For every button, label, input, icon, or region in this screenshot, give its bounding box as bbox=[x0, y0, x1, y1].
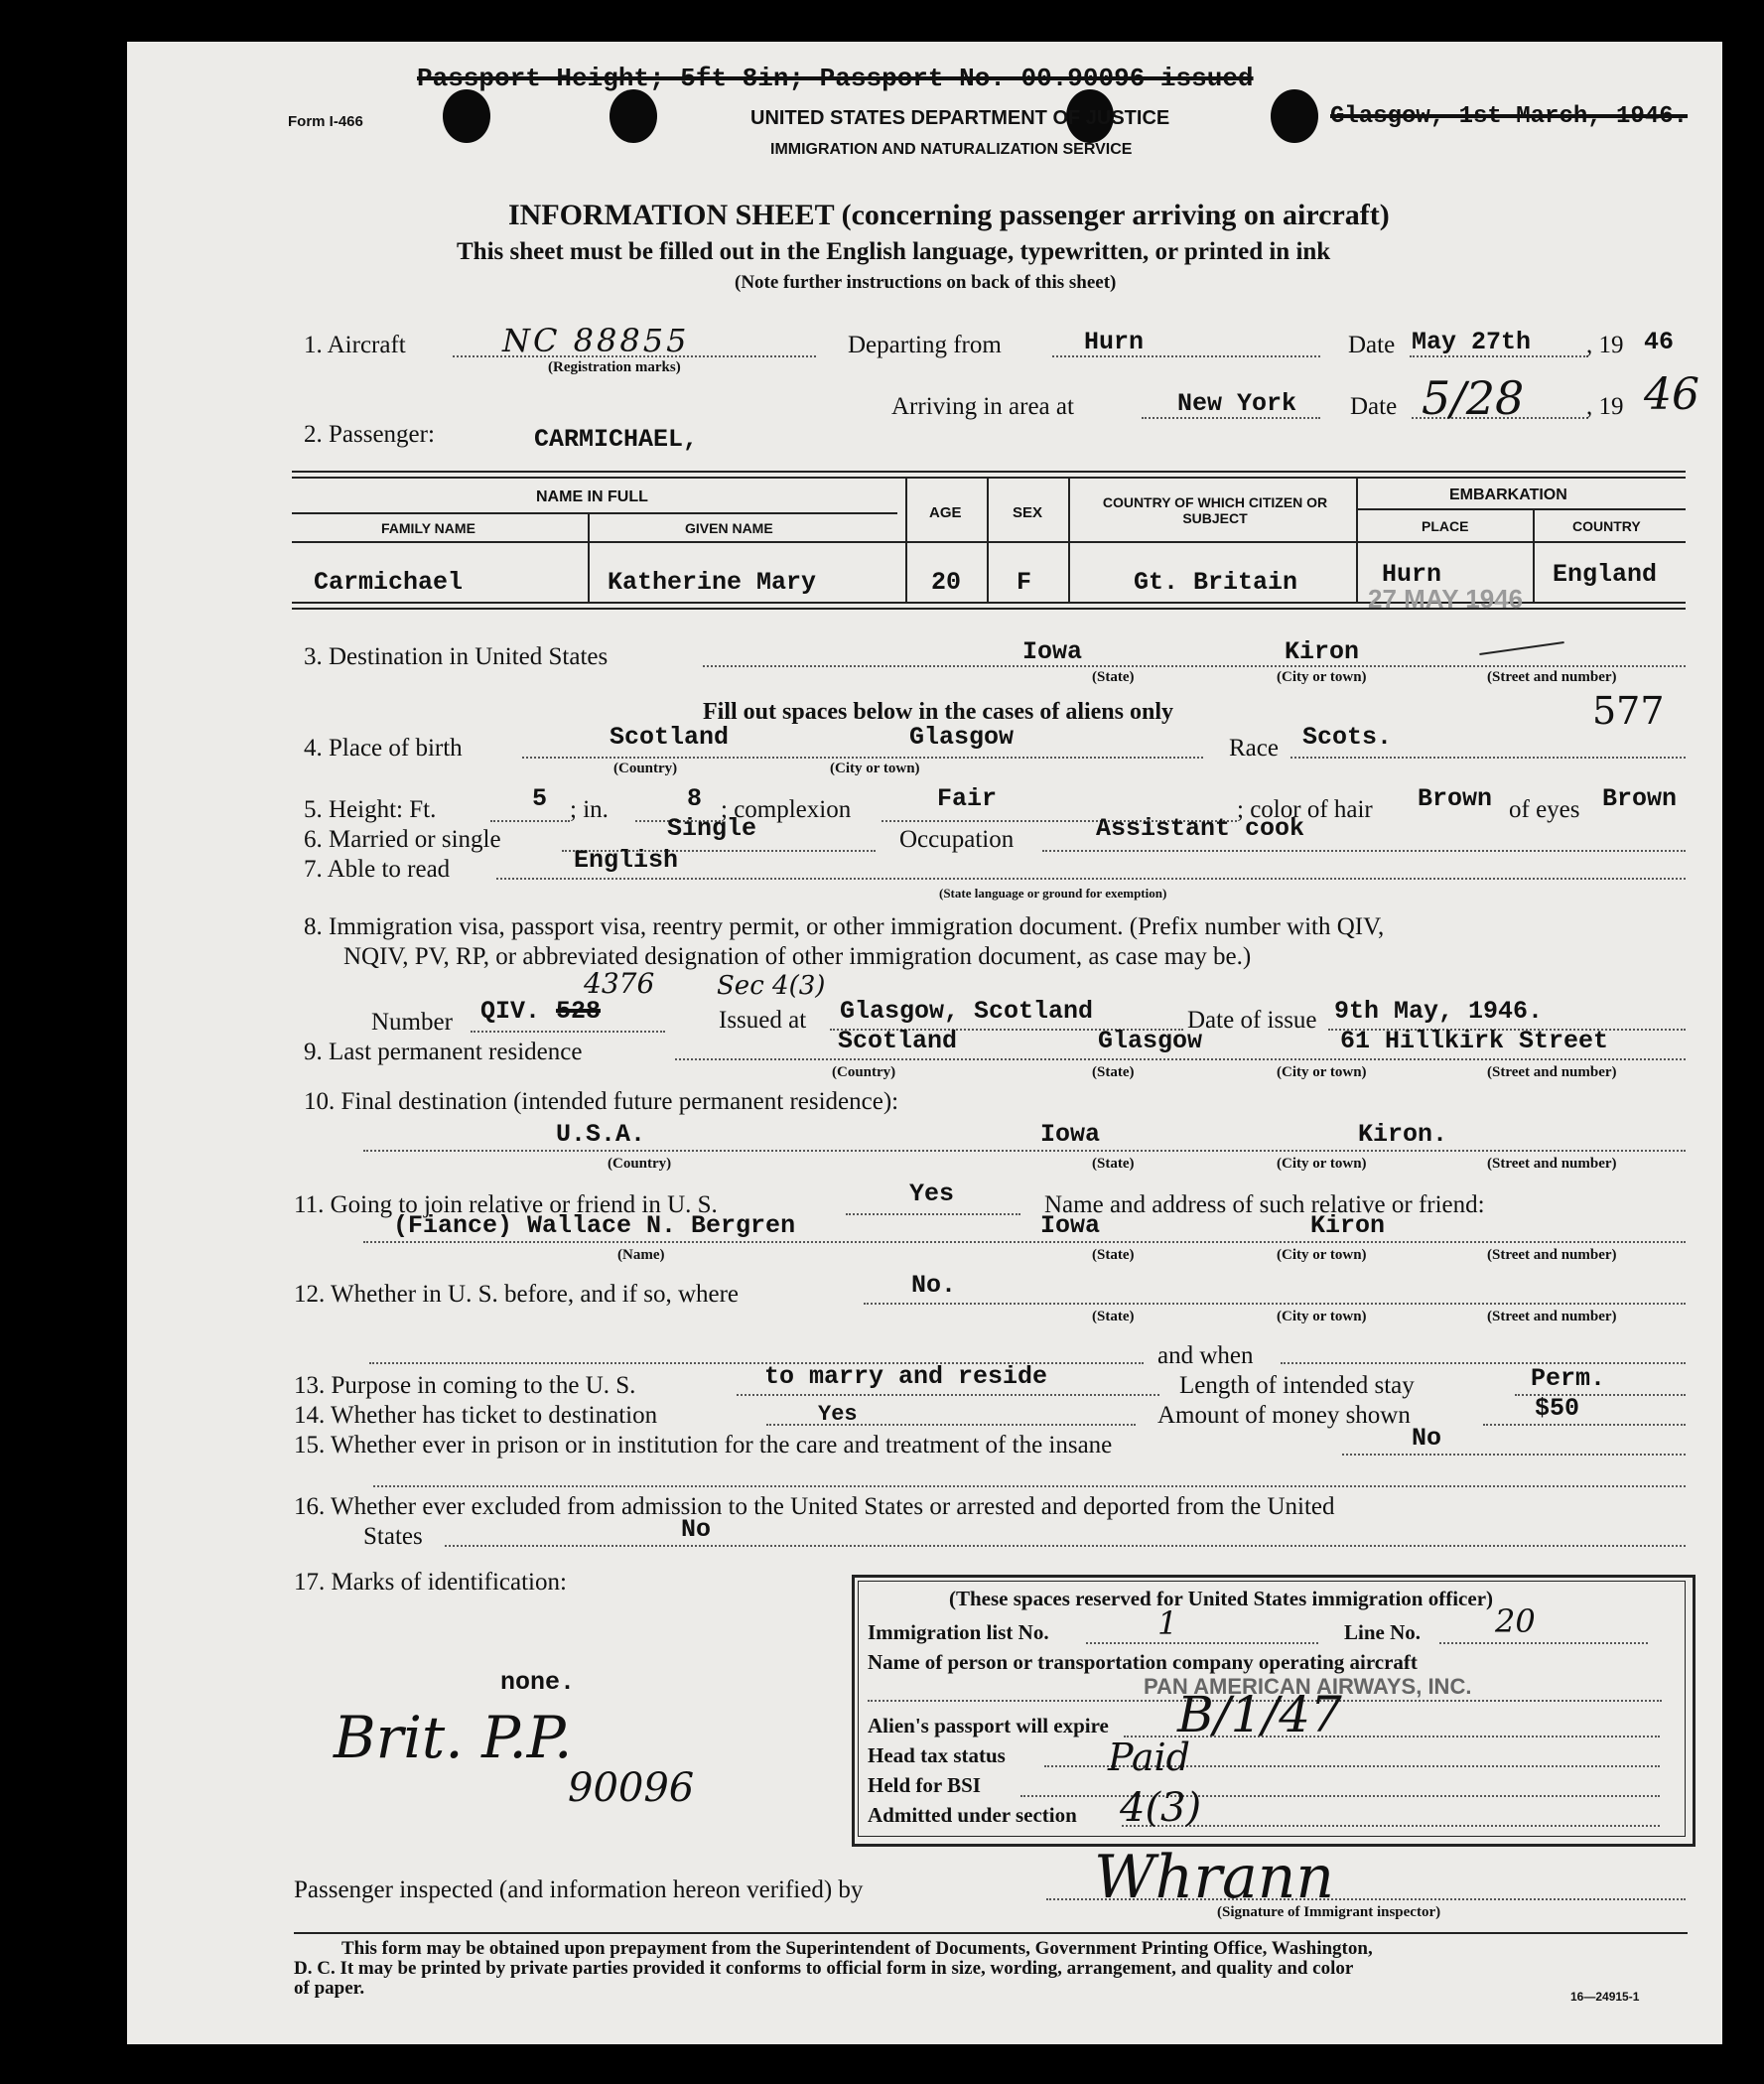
visa-number-prefix: QIV. bbox=[480, 997, 541, 1026]
footer-line2: D. C. It may be printed by private parties provided it conforms to official form in size, wording, arrangement, and quality and color bbox=[294, 1958, 1354, 1979]
date-label: Date bbox=[1348, 332, 1396, 358]
citizenship-header: COUNTRY OF WHICH CITIZEN OR SUBJECT bbox=[1102, 494, 1328, 526]
issue-date-value: 9th May, 1946. bbox=[1334, 997, 1544, 1026]
prison-label: 15. Whether ever in prison or in institution for the care and treatment of the insane bbox=[294, 1432, 1113, 1459]
company-label: Name of person or transportation company operating aircraft bbox=[868, 1650, 1418, 1674]
line-no-value: 20 bbox=[1495, 1602, 1536, 1640]
money-label: Amount of money shown bbox=[1157, 1402, 1411, 1429]
issue-date-label: Date of issue bbox=[1187, 1007, 1317, 1034]
destination-state: Iowa bbox=[1022, 637, 1083, 666]
caption-final-state: (State) bbox=[1092, 1156, 1135, 1172]
birth-city: Glasgow bbox=[909, 723, 1015, 752]
name-in-full-header: NAME IN FULL bbox=[536, 488, 648, 505]
visa-number-handwritten: 4376 bbox=[584, 967, 655, 1000]
embarkation-header: EMBARKATION bbox=[1449, 486, 1567, 503]
residence-label: 9. Last permanent residence bbox=[304, 1039, 583, 1065]
money-value: $50 bbox=[1535, 1394, 1580, 1423]
read-label: 7. Able to read bbox=[304, 856, 451, 883]
arriving-label: Arriving in area at bbox=[891, 393, 1074, 420]
identification-handwritten-2: 90096 bbox=[568, 1765, 695, 1811]
caption-relative-street: (Street and number) bbox=[1487, 1247, 1617, 1263]
marital-value: Single bbox=[667, 814, 757, 843]
admitted-value: 4(3) bbox=[1120, 1785, 1202, 1831]
head-tax-label: Head tax status bbox=[868, 1743, 1006, 1767]
birth-country: Scotland bbox=[610, 723, 730, 752]
date2-value: 5/28 bbox=[1422, 371, 1525, 425]
issued-at-label: Issued at bbox=[719, 1007, 807, 1034]
annotation-number: 577 bbox=[1592, 689, 1665, 733]
passenger-label: 2. Passenger: bbox=[304, 421, 435, 448]
struck-annotation: Passport Height; 5ft 8in; Passport No. 00.90096 issued bbox=[417, 64, 1254, 93]
punch-hole bbox=[443, 89, 490, 143]
passport-expire-label: Alien's passport will expire bbox=[868, 1714, 1109, 1737]
caption-relative-city: (City or town) bbox=[1277, 1247, 1367, 1263]
punch-hole bbox=[1271, 89, 1318, 143]
footer-code: 16—24915-1 bbox=[1570, 1990, 1640, 2004]
height-in: 8 bbox=[687, 784, 703, 813]
passport-expire-value: B/1/47 bbox=[1177, 1686, 1342, 1743]
year-prefix: , 19 bbox=[1586, 332, 1624, 358]
instruction-note: (Note further instructions on back of this sheet) bbox=[735, 272, 1117, 293]
head-tax-value: Paid bbox=[1108, 1736, 1190, 1779]
caption-final-country: (Country) bbox=[608, 1156, 672, 1172]
occupation-value: Assistant cook bbox=[1096, 814, 1305, 843]
height-label: 5. Height: Ft. bbox=[304, 796, 437, 823]
caption-prev-city: (City or town) bbox=[1277, 1309, 1367, 1324]
eyes-value: Brown bbox=[1602, 784, 1678, 813]
visa-number-label: Number bbox=[371, 1009, 453, 1036]
aircraft-value: NC 88855 bbox=[502, 322, 690, 359]
stay-value: Perm. bbox=[1531, 1364, 1606, 1393]
visa-label-line2: NQIV, PV, RP, or abbreviated designation of other immigration document, as case may be.) bbox=[343, 943, 1252, 970]
previous-us-value: No. bbox=[911, 1271, 957, 1300]
stay-label: Length of intended stay bbox=[1179, 1372, 1415, 1399]
join-relative-label: 11. Going to join relative or friend in U. S. bbox=[294, 1191, 718, 1218]
race-label: Race bbox=[1229, 735, 1279, 762]
read-value: English bbox=[574, 846, 679, 875]
residence-state: Glasgow bbox=[1098, 1027, 1203, 1055]
excluded-label-line2: States bbox=[363, 1523, 423, 1550]
family-name-header: FAMILY NAME bbox=[381, 520, 475, 536]
caption-prev-street: (Street and number) bbox=[1487, 1309, 1617, 1324]
inspected-label: Passenger inspected (and information hereon verified) by bbox=[294, 1876, 864, 1903]
caption-relative-name: (Name) bbox=[617, 1247, 665, 1263]
given-name-header: GIVEN NAME bbox=[685, 520, 773, 536]
officer-box-title: (These spaces reserved for United States immigration officer) bbox=[949, 1587, 1494, 1610]
list-no-value: 1 bbox=[1157, 1604, 1178, 1642]
line-no-label: Line No. bbox=[1344, 1620, 1422, 1644]
age-header: AGE bbox=[929, 504, 962, 521]
country-header: COUNTRY bbox=[1572, 518, 1641, 534]
final-state: Iowa bbox=[1040, 1120, 1101, 1149]
previous-us-label: 12. Whether in U. S. before, and if so, where bbox=[294, 1281, 740, 1308]
hair-label: ; color of hair bbox=[1237, 796, 1373, 823]
departing-value: Hurn bbox=[1084, 328, 1145, 356]
caption-res-street: (Street and number) bbox=[1487, 1064, 1617, 1080]
caption-city: (City or town) bbox=[1277, 669, 1367, 685]
page-title: INFORMATION SHEET (concerning passenger arriving on aircraft) bbox=[508, 199, 1390, 231]
relative-city: Kiron bbox=[1310, 1211, 1386, 1240]
and-when-label: and when bbox=[1157, 1342, 1254, 1369]
admitted-label: Admitted under section bbox=[868, 1803, 1077, 1827]
relative-name: (Fiance) Wallace N. Bergren bbox=[393, 1211, 796, 1240]
hair-value: Brown bbox=[1418, 784, 1493, 813]
company-stamp: PAN AMERICAN AIRWAYS, INC. bbox=[1144, 1674, 1472, 1699]
service-title: IMMIGRATION AND NATURALIZATION SERVICE bbox=[770, 141, 1133, 158]
complexion-label: ; complexion bbox=[721, 796, 852, 823]
sex-cell: F bbox=[1017, 568, 1032, 597]
height-ft: 5 bbox=[532, 784, 548, 813]
inspector-signature-caption: (Signature of Immigrant inspector) bbox=[1217, 1904, 1441, 1920]
place-header: PLACE bbox=[1422, 518, 1469, 534]
list-no-label: Immigration list No. bbox=[868, 1620, 1049, 1644]
caption-res-country: (Country) bbox=[832, 1064, 896, 1080]
caption-street: (Street and number) bbox=[1487, 669, 1617, 685]
purpose-value: to marry and reside bbox=[764, 1362, 1048, 1391]
given-name-cell: Katherine Mary bbox=[608, 568, 817, 597]
caption-final-street: (Street and number) bbox=[1487, 1156, 1617, 1172]
date-stamp: 27 MAY 1946 bbox=[1368, 584, 1524, 614]
date2-label: Date bbox=[1350, 393, 1398, 420]
issued-at-value: Glasgow, Scotland bbox=[840, 997, 1094, 1026]
caption-res-city: (City or town) bbox=[1277, 1064, 1367, 1080]
ticket-value: Yes bbox=[818, 1402, 858, 1427]
final-city: Kiron. bbox=[1358, 1120, 1448, 1149]
purpose-label: 13. Purpose in coming to the U. S. bbox=[294, 1372, 636, 1399]
aircraft-caption: (Registration marks) bbox=[548, 359, 681, 375]
embark-place-cell: Hurn bbox=[1382, 560, 1442, 589]
occupation-label: Occupation bbox=[899, 826, 1015, 853]
excluded-label-line1: 16. Whether ever excluded from admission to the United States or arrested and deported from the United bbox=[294, 1493, 1335, 1520]
complexion-value: Fair bbox=[937, 784, 998, 813]
date-value: May 27th bbox=[1412, 328, 1532, 356]
bsi-label: Held for BSI bbox=[868, 1773, 981, 1797]
passenger-value: CARMICHAEL, bbox=[534, 425, 699, 454]
excluded-value: No bbox=[681, 1515, 712, 1544]
footer-line1: This form may be obtained upon prepayment from the Superintendent of Documents, Government Printing Office, Washington, bbox=[341, 1938, 1373, 1959]
embark-country-cell: England bbox=[1553, 560, 1658, 589]
final-destination-label: 10. Final destination (intended future permanent residence): bbox=[304, 1088, 899, 1115]
caption-final-city: (City or town) bbox=[1277, 1156, 1367, 1172]
join-relative-value: Yes bbox=[909, 1180, 955, 1208]
caption-prev-state: (State) bbox=[1092, 1309, 1135, 1324]
height-in-label: ; in. bbox=[570, 796, 609, 823]
family-name-cell: Carmichael bbox=[314, 568, 464, 597]
year2-prefix: , 19 bbox=[1586, 393, 1624, 420]
visa-number-struck: 528 bbox=[556, 997, 602, 1026]
identification-handwritten-1: Brit. P.P. bbox=[334, 1704, 573, 1771]
sex-header: SEX bbox=[1013, 504, 1043, 521]
residence-street: 61 Hillkirk Street bbox=[1340, 1027, 1609, 1055]
form-number: Form I-466 bbox=[288, 113, 363, 130]
year2-value: 46 bbox=[1644, 369, 1699, 420]
department-title: UNITED STATES DEPARTMENT OF JUSTICE bbox=[750, 107, 1170, 129]
visa-section-handwritten: Sec 4(3) bbox=[717, 971, 826, 1001]
prison-value: No bbox=[1412, 1424, 1442, 1453]
punch-hole bbox=[610, 89, 657, 143]
year-value: 46 bbox=[1644, 328, 1675, 356]
inspector-signature: Whrann bbox=[1094, 1843, 1335, 1912]
struck-annotation-right: Glasgow, 1st March, 1946. bbox=[1330, 103, 1689, 130]
relative-state: Iowa bbox=[1040, 1211, 1101, 1240]
birthplace-label: 4. Place of birth bbox=[304, 735, 463, 762]
identification-label: 17. Marks of identification: bbox=[294, 1569, 567, 1596]
marital-label: 6. Married or single bbox=[304, 826, 501, 853]
relative-name-address-label: Name and address of such relative or friend: bbox=[1044, 1191, 1485, 1218]
final-country: U.S.A. bbox=[556, 1120, 646, 1149]
arriving-value: New York bbox=[1177, 389, 1297, 418]
caption-birth-country: (Country) bbox=[613, 761, 678, 776]
aircraft-label: 1. Aircraft bbox=[304, 332, 406, 358]
citizen-cell: Gt. Britain bbox=[1134, 568, 1298, 597]
eyes-label: of eyes bbox=[1509, 796, 1580, 823]
caption-relative-state: (State) bbox=[1092, 1247, 1135, 1263]
footer-line3: of paper. bbox=[294, 1978, 365, 1999]
identification-value: none. bbox=[500, 1668, 576, 1697]
aliens-note: Fill out spaces below in the cases of aliens only bbox=[703, 699, 1174, 725]
caption-res-state: (State) bbox=[1092, 1064, 1135, 1080]
caption-state: (State) bbox=[1092, 669, 1135, 685]
ticket-label: 14. Whether has ticket to destination bbox=[294, 1402, 658, 1429]
destination-label: 3. Destination in United States bbox=[304, 643, 609, 670]
read-caption: (State language or ground for exemption) bbox=[939, 886, 1167, 901]
visa-label-line1: 8. Immigration visa, passport visa, reentry permit, or other immigration document. (Prefix number with QIV, bbox=[304, 913, 1385, 940]
residence-country: Scotland bbox=[838, 1027, 958, 1055]
caption-birth-city: (City or town) bbox=[830, 761, 920, 776]
age-cell: 20 bbox=[931, 568, 962, 597]
destination-city: Kiron bbox=[1285, 637, 1360, 666]
page-subtitle: This sheet must be filled out in the English language, typewritten, or printed in ink bbox=[457, 238, 1331, 265]
race-value: Scots. bbox=[1302, 723, 1393, 752]
departing-label: Departing from bbox=[848, 332, 1002, 358]
